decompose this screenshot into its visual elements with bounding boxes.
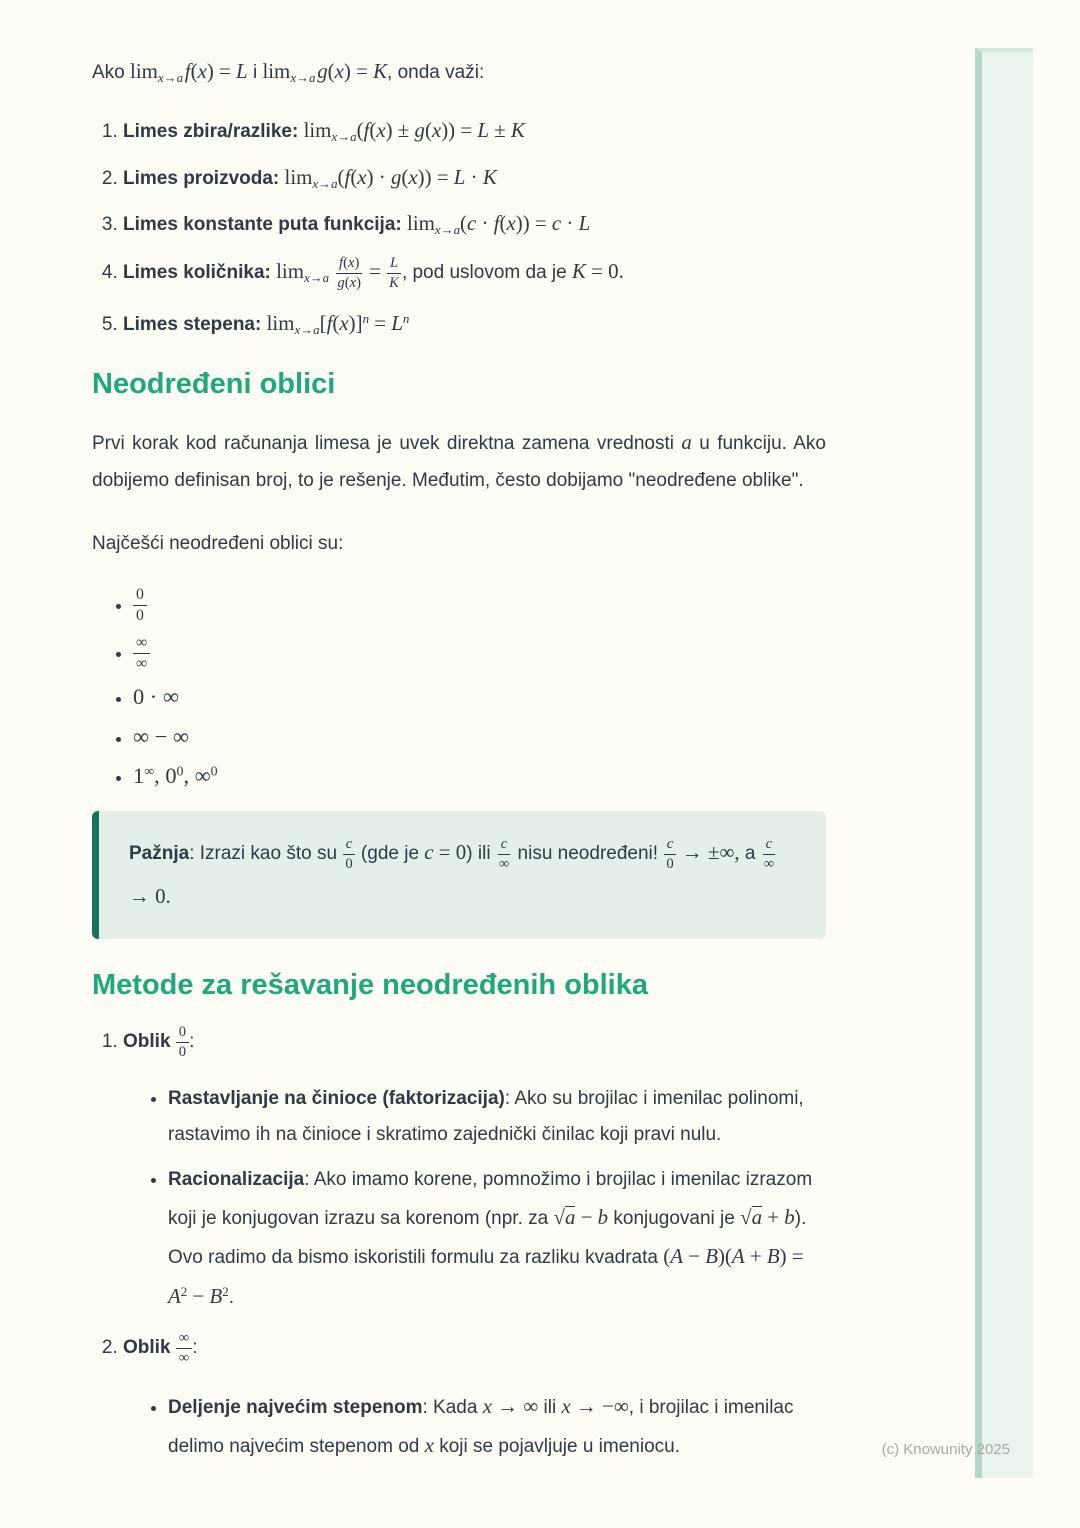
- section-heading-methods: Metode za rešavanje neodređenih oblika: [92, 968, 648, 1001]
- limit-rule-item: 1. Limes zbira/razlike: $\lim_{x\to a}(f(x) \pm g(x)) = L \pm K$: [123, 115, 826, 146]
- indeterminate-paragraph: Prvi korak kod računanja limesa je uvek direktna zamena vrednosti a u funkciju. Ako dobijemo definisan broj, to je rešenje. Međutim, često dobijamo "neodređene oblike".: [92, 430, 827, 491]
- warning-callout-text: Pažnja: Izrazi kao što su $\frac{c}{0}$ (gde je c = 0) ili c ∞ nisu neodređeni! $\frac{c}{0}$ → ±∞, a c ∞ → 0.: [129, 836, 775, 908]
- method-title: 2. Oblik ∞ ∞ :: [123, 1329, 198, 1366]
- section-heading-indeterminate-forms: Neodređeni oblici: [92, 368, 336, 401]
- limit-rule-item: 3. Limes konstante puta funkcija: $\lim_{x\to a}(c \cdot f(x)) = c \cdot L$: [123, 208, 826, 239]
- method-title: 1. Oblik $\frac{0}{0}$ :: [123, 1024, 195, 1061]
- copyright-watermark: (c) Knowunity 2025: [881, 1441, 1010, 1458]
- page-edge-stripe: [975, 48, 1033, 1478]
- indeterminate-forms-list: [92, 586, 826, 791]
- method-technique-item: • Deljenje najvećim stepenom: Kada x → ∞ ili x → −∞, i brojilac i imenilac delimo najvećim stepenom od x koji se pojavljuje u imeniocu.: [168, 1387, 826, 1466]
- method-item: [123, 1024, 826, 1316]
- limit-rule-item: 4. Limes količnika: $\lim_{x\to a}$ $\frac{f(x)}{g(x)}$ = $\frac{L}{K}$ , pod uslovom da je K = 0.: [123, 255, 826, 292]
- indeterminate-form-item: • 1∞, $0^0$, ∞$^0$: [133, 761, 826, 791]
- indeterminate-form-item: • $\frac{0}{0}$: [133, 586, 826, 625]
- warning-callout: [92, 811, 826, 939]
- indeterminate-form-item: • ∞ − ∞: [133, 722, 826, 752]
- methods-list: [92, 1024, 826, 1465]
- indeterminate-form-item: • ∞ ∞: [133, 634, 826, 673]
- method-technique-item: • Racionalizacija: Ako imamo korene, pomnožimo i brojilac i imenilac izrazom koji je konjugovan izrazu sa korenom (npr. za √a − b konjugovani je √a + b). Ovo radimo da bismo iskoristili formulu za razliku kvadrata $(A - B)(A + B) = A^2 - B^2$.: [168, 1162, 826, 1316]
- indeterminate-form-item: • 0 · ∞: [133, 682, 826, 712]
- method-techniques-list: [123, 1387, 826, 1466]
- limit-rules-list: [92, 115, 826, 338]
- limit-rule-item: 2. Limes proizvoda: $\lim_{x\to a}(f(x) \cdot g(x)) = L \cdot K$: [123, 162, 826, 193]
- limit-rule-item: 5. Limes stepena: $\lim_{x\to a}[f(x)]^n = L^n$: [123, 308, 826, 339]
- method-techniques-list: [123, 1081, 826, 1316]
- document-content: [92, 52, 826, 1479]
- method-technique-item: • Rastavljanje na činioce (faktorizacija): Ako su brojilac i imenilac polinomi, rastavimo ih na činioce i skratimo zajednički činilac koji pravi nulu.: [168, 1081, 826, 1152]
- forms-list-intro: Najčešći neodređeni oblici su:: [92, 533, 344, 555]
- intro-text: Ako $\lim_{x\to a}$ f(x) = L i $\lim_{x\to a}$ g(x) = K, onda važi:: [92, 59, 485, 85]
- method-item: [123, 1330, 826, 1465]
